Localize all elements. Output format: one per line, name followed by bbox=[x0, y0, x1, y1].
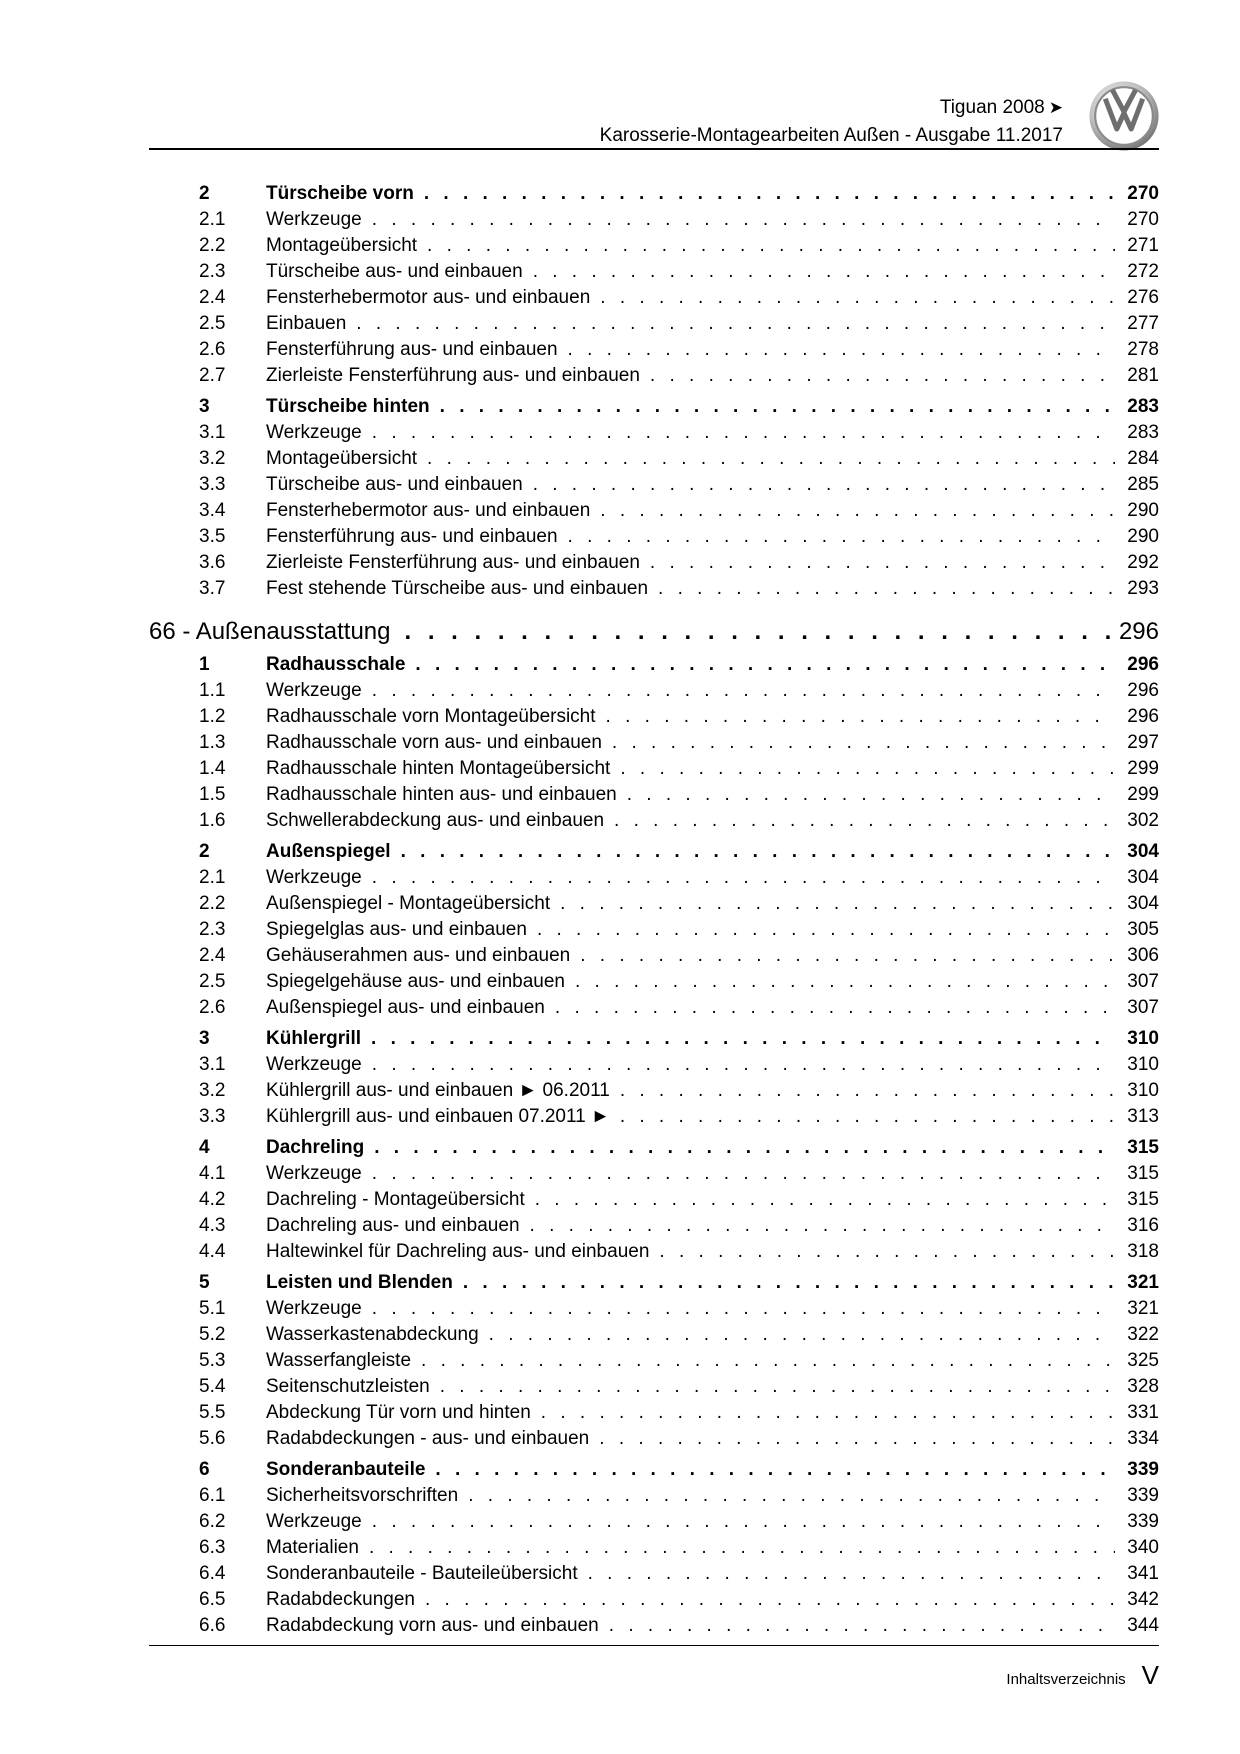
entry-number: 2.1 bbox=[199, 209, 226, 230]
entry-number: 6.2 bbox=[199, 1511, 226, 1532]
entry-title: Sicherheitsvorschriften bbox=[266, 1485, 459, 1506]
entry-number: 5.3 bbox=[199, 1350, 226, 1371]
toc-entry[interactable] bbox=[149, 730, 1159, 756]
toc-entry[interactable] bbox=[149, 1322, 1159, 1348]
toc-section-entry[interactable] bbox=[149, 181, 1159, 207]
entry-number: 3.4 bbox=[199, 500, 226, 521]
toc-section-entry[interactable] bbox=[149, 1026, 1159, 1052]
entry-page: 290 bbox=[1127, 500, 1159, 521]
entry-title: Dachreling - Montageübersicht bbox=[266, 1189, 525, 1210]
entry-number: 5.6 bbox=[199, 1428, 226, 1449]
entry-number: 3.2 bbox=[199, 1080, 226, 1101]
entry-number: 1.2 bbox=[199, 706, 226, 727]
leader-dots bbox=[568, 524, 1115, 550]
leader-dots bbox=[600, 498, 1115, 524]
entry-page: 344 bbox=[1127, 1615, 1159, 1636]
entry-number: 3.7 bbox=[199, 578, 226, 599]
entry-number: 5.2 bbox=[199, 1324, 226, 1345]
entry-title: Werkzeuge bbox=[266, 867, 362, 888]
entry-number: 5.4 bbox=[199, 1376, 226, 1397]
entry-page: 339 bbox=[1127, 1511, 1159, 1532]
leader-dots bbox=[568, 337, 1115, 363]
leader-dots bbox=[372, 1052, 1115, 1078]
entry-number: 2.3 bbox=[199, 919, 226, 940]
header-title-text: Tiguan 2008 bbox=[939, 97, 1045, 118]
table-of-contents bbox=[149, 181, 1159, 1639]
leader-dots bbox=[405, 614, 1113, 650]
page-footer bbox=[1006, 1660, 1159, 1691]
toc-block-2 bbox=[149, 652, 1159, 1639]
leader-dots bbox=[415, 652, 1115, 678]
entry-title: Radhausschale vorn aus- und einbauen bbox=[266, 732, 602, 753]
entry-number: 2 bbox=[199, 841, 210, 862]
toc-entry[interactable] bbox=[149, 420, 1159, 446]
toc-section-entry[interactable] bbox=[149, 394, 1159, 420]
entry-number: 6.4 bbox=[199, 1563, 226, 1584]
entry-title: Spiegelgehäuse aus- und einbauen bbox=[266, 971, 565, 992]
entry-page: 285 bbox=[1127, 474, 1159, 495]
entry-page: 290 bbox=[1127, 526, 1159, 547]
entry-title: Spiegelglas aus- und einbauen bbox=[266, 919, 527, 940]
toc-entry[interactable] bbox=[149, 1374, 1159, 1400]
entry-page: 307 bbox=[1127, 971, 1159, 992]
entry-number: 6.3 bbox=[199, 1537, 226, 1558]
toc-section-entry[interactable] bbox=[149, 839, 1159, 865]
footer-label: Inhaltsverzeichnis bbox=[1006, 1671, 1126, 1688]
entry-title: Haltewinkel für Dachreling aus- und einbauen bbox=[266, 1241, 650, 1262]
entry-title: Dachreling aus- und einbauen bbox=[266, 1215, 520, 1236]
entry-title: Türscheibe vorn bbox=[266, 183, 414, 204]
entry-page: 284 bbox=[1127, 448, 1159, 469]
leader-dots bbox=[372, 678, 1115, 704]
entry-number: 4.4 bbox=[199, 1241, 226, 1262]
entry-page: 339 bbox=[1127, 1485, 1159, 1506]
entry-title: Radabdeckungen - aus- und einbauen bbox=[266, 1428, 590, 1449]
entry-title: Wasserkastenabdeckung bbox=[266, 1324, 479, 1345]
entry-title: Materialien bbox=[266, 1537, 359, 1558]
entry-number: 6.5 bbox=[199, 1589, 226, 1610]
leader-dots bbox=[424, 181, 1115, 207]
entry-page: 306 bbox=[1127, 945, 1159, 966]
leader-dots bbox=[372, 1509, 1115, 1535]
entry-title: Radhausschale bbox=[266, 654, 406, 675]
entry-title: Werkzeuge bbox=[266, 1054, 362, 1075]
entry-page: 310 bbox=[1127, 1028, 1159, 1049]
leader-dots bbox=[541, 1400, 1115, 1426]
entry-number: 2.4 bbox=[199, 287, 226, 308]
leader-dots bbox=[427, 446, 1115, 472]
toc-entry[interactable] bbox=[149, 337, 1159, 363]
entry-title: Fensterhebermotor aus- und einbauen bbox=[266, 287, 591, 308]
entry-page: 342 bbox=[1127, 1589, 1159, 1610]
toc-entry[interactable] bbox=[149, 1509, 1159, 1535]
leader-dots bbox=[369, 1535, 1115, 1561]
toc-entry[interactable] bbox=[149, 524, 1159, 550]
toc-section-entry[interactable] bbox=[149, 1135, 1159, 1161]
entry-page: 321 bbox=[1127, 1298, 1159, 1319]
leader-dots bbox=[600, 285, 1115, 311]
entry-title: Fest stehende Türscheibe aus- und einbauen bbox=[266, 578, 649, 599]
entry-number: 2.2 bbox=[199, 235, 226, 256]
toc-entry[interactable] bbox=[149, 446, 1159, 472]
entry-page: 297 bbox=[1127, 732, 1159, 753]
entry-title: Werkzeuge bbox=[266, 1511, 362, 1532]
toc-entry[interactable] bbox=[149, 498, 1159, 524]
entry-title: Leisten und Blenden bbox=[266, 1272, 453, 1293]
entry-title: Werkzeuge bbox=[266, 422, 362, 443]
entry-title: Türscheibe hinten bbox=[266, 396, 430, 417]
leader-dots bbox=[560, 891, 1115, 917]
entry-number: 5.1 bbox=[199, 1298, 226, 1319]
entry-number: 2.5 bbox=[199, 313, 226, 334]
leader-dots bbox=[371, 1026, 1115, 1052]
entry-title: Abdeckung Tür vorn und hinten bbox=[266, 1402, 531, 1423]
entry-title: Werkzeuge bbox=[266, 1163, 362, 1184]
toc-entry[interactable] bbox=[149, 756, 1159, 782]
entry-number: 1.5 bbox=[199, 784, 226, 805]
entry-page: 339 bbox=[1127, 1459, 1159, 1480]
toc-chapter[interactable] bbox=[149, 614, 1159, 650]
entry-title: Türscheibe aus- und einbauen bbox=[266, 261, 523, 282]
entry-number: 1 bbox=[199, 654, 210, 675]
leader-dots bbox=[435, 1457, 1115, 1483]
leader-dots bbox=[421, 1348, 1115, 1374]
entry-page: 315 bbox=[1127, 1189, 1159, 1210]
toc-entry[interactable] bbox=[149, 1296, 1159, 1322]
toc-entry[interactable] bbox=[149, 363, 1159, 389]
toc-entry[interactable] bbox=[149, 1426, 1159, 1452]
leader-dots bbox=[535, 1187, 1115, 1213]
leader-dots bbox=[440, 1374, 1115, 1400]
leader-dots bbox=[650, 550, 1115, 576]
entry-page: 293 bbox=[1127, 578, 1159, 599]
toc-entry[interactable] bbox=[149, 1348, 1159, 1374]
entry-page: 321 bbox=[1127, 1272, 1159, 1293]
leader-dots bbox=[427, 233, 1115, 259]
leader-dots bbox=[659, 1239, 1115, 1265]
leader-dots bbox=[372, 420, 1115, 446]
entry-number: 2.6 bbox=[199, 339, 226, 360]
leader-dots bbox=[372, 207, 1115, 233]
entry-page: 328 bbox=[1127, 1376, 1159, 1397]
leader-dots bbox=[650, 363, 1115, 389]
toc-entry[interactable] bbox=[149, 865, 1159, 891]
entry-page: 316 bbox=[1127, 1215, 1159, 1236]
leader-dots bbox=[627, 782, 1115, 808]
entry-page: 310 bbox=[1127, 1054, 1159, 1075]
toc-section-entry[interactable] bbox=[149, 1270, 1159, 1296]
entry-number: 2.3 bbox=[199, 261, 226, 282]
toc-entry[interactable] bbox=[149, 576, 1159, 602]
entry-page: 305 bbox=[1127, 919, 1159, 940]
entry-number: 1.1 bbox=[199, 680, 226, 701]
entry-title: Außenspiegel bbox=[266, 841, 391, 862]
entry-page: 318 bbox=[1127, 1241, 1159, 1262]
leader-dots bbox=[606, 704, 1115, 730]
chapter-title: 66 - Außenausstattung bbox=[149, 618, 391, 645]
leader-dots bbox=[425, 1587, 1115, 1613]
entry-number: 4 bbox=[199, 1137, 210, 1158]
toc-entry[interactable] bbox=[149, 472, 1159, 498]
entry-number: 3.1 bbox=[199, 422, 226, 443]
entry-page: 296 bbox=[1127, 680, 1159, 701]
entry-page: 283 bbox=[1127, 396, 1159, 417]
leader-dots bbox=[588, 1561, 1115, 1587]
entry-number: 3.3 bbox=[199, 474, 226, 495]
entry-number: 3.3 bbox=[199, 1106, 226, 1127]
entry-title: Werkzeuge bbox=[266, 680, 362, 701]
toc-block-1 bbox=[149, 181, 1159, 602]
entry-title: Wasserfangleiste bbox=[266, 1350, 412, 1371]
entry-page: 271 bbox=[1127, 235, 1159, 256]
chapter-page: 296 bbox=[1118, 618, 1159, 645]
leader-dots bbox=[489, 1322, 1115, 1348]
leader-dots bbox=[599, 1426, 1115, 1452]
entry-page: 304 bbox=[1127, 867, 1159, 888]
entry-number: 2.5 bbox=[199, 971, 226, 992]
toc-entry[interactable] bbox=[149, 1483, 1159, 1509]
entry-page: 296 bbox=[1127, 654, 1159, 675]
entry-page: 277 bbox=[1127, 313, 1159, 334]
header-divider bbox=[149, 148, 1159, 150]
entry-number: 2.1 bbox=[199, 867, 226, 888]
entry-number: 2.6 bbox=[199, 997, 226, 1018]
entry-title: Seitenschutzleisten bbox=[266, 1376, 430, 1397]
entry-title: Außenspiegel - Montageübersicht bbox=[266, 893, 551, 914]
entry-title: Gehäuserahmen aus- und einbauen bbox=[266, 945, 571, 966]
leader-dots bbox=[372, 1296, 1115, 1322]
header-subtitle: Karosserie-Montagearbeiten Außen - Ausgabe 11.2017 bbox=[599, 125, 1063, 146]
entry-number: 4.3 bbox=[199, 1215, 226, 1236]
page-header bbox=[600, 96, 1063, 148]
entry-page: 322 bbox=[1127, 1324, 1159, 1345]
toc-entry[interactable] bbox=[149, 943, 1159, 969]
entry-page: 304 bbox=[1127, 841, 1159, 862]
entry-page: 307 bbox=[1127, 997, 1159, 1018]
leader-dots bbox=[614, 808, 1115, 834]
entry-title: Einbauen bbox=[266, 313, 347, 334]
entry-page: 283 bbox=[1127, 422, 1159, 443]
toc-entry[interactable] bbox=[149, 1561, 1159, 1587]
entry-number: 1.3 bbox=[199, 732, 226, 753]
leader-dots bbox=[533, 259, 1115, 285]
entry-title: Montageübersicht bbox=[266, 448, 418, 469]
entry-number: 3 bbox=[199, 1028, 210, 1049]
toc-entry[interactable] bbox=[149, 1052, 1159, 1078]
toc-section-entry[interactable] bbox=[149, 1457, 1159, 1483]
leader-dots bbox=[530, 1213, 1115, 1239]
leader-dots bbox=[372, 1161, 1115, 1187]
entry-title: Sonderanbauteile - Bauteileübersicht bbox=[266, 1563, 578, 1584]
arrow-right-icon: ➤ bbox=[1048, 98, 1063, 117]
entry-page: 313 bbox=[1127, 1106, 1159, 1127]
entry-title: Radhausschale hinten aus- und einbauen bbox=[266, 784, 617, 805]
entry-page: 299 bbox=[1127, 784, 1159, 805]
entry-page: 270 bbox=[1127, 183, 1159, 204]
entry-title: Kühlergrill bbox=[266, 1028, 362, 1049]
toc-entry[interactable] bbox=[149, 1239, 1159, 1265]
entry-page: 331 bbox=[1127, 1402, 1159, 1423]
toc-entry[interactable] bbox=[149, 1187, 1159, 1213]
leader-dots bbox=[580, 943, 1115, 969]
toc-entry[interactable] bbox=[149, 550, 1159, 576]
toc-entry[interactable] bbox=[149, 1104, 1159, 1130]
entry-title: Montageübersicht bbox=[266, 235, 418, 256]
entry-page: 341 bbox=[1127, 1563, 1159, 1584]
leader-dots bbox=[374, 1135, 1115, 1161]
entry-page: 299 bbox=[1127, 758, 1159, 779]
entry-page: 302 bbox=[1127, 810, 1159, 831]
entry-number: 5 bbox=[199, 1272, 210, 1293]
toc-entry[interactable] bbox=[149, 259, 1159, 285]
toc-entry[interactable] bbox=[149, 678, 1159, 704]
entry-page: 304 bbox=[1127, 893, 1159, 914]
entry-title: Fensterhebermotor aus- und einbauen bbox=[266, 500, 591, 521]
entry-title: Zierleiste Fensterführung aus- und einbauen bbox=[266, 365, 640, 386]
entry-number: 2.7 bbox=[199, 365, 226, 386]
entry-page: 340 bbox=[1127, 1537, 1159, 1558]
toc-entry[interactable] bbox=[149, 207, 1159, 233]
leader-dots bbox=[463, 1270, 1115, 1296]
toc-entry[interactable] bbox=[149, 808, 1159, 834]
entry-page: 325 bbox=[1127, 1350, 1159, 1371]
toc-entry[interactable] bbox=[149, 233, 1159, 259]
entry-page: 276 bbox=[1127, 287, 1159, 308]
toc-entry[interactable] bbox=[149, 1587, 1159, 1613]
entry-title: Außenspiegel aus- und einbauen bbox=[266, 997, 545, 1018]
entry-number: 3.1 bbox=[199, 1054, 226, 1075]
toc-entry[interactable] bbox=[149, 1078, 1159, 1104]
entry-title: Türscheibe aus- und einbauen bbox=[266, 474, 523, 495]
vw-logo-icon bbox=[1088, 80, 1160, 152]
entry-title: Zierleiste Fensterführung aus- und einbauen bbox=[266, 552, 640, 573]
toc-entry[interactable] bbox=[149, 1535, 1159, 1561]
entry-title: Radhausschale vorn Montageübersicht bbox=[266, 706, 596, 727]
leader-dots bbox=[537, 917, 1115, 943]
entry-title: Fensterführung aus- und einbauen bbox=[266, 339, 558, 360]
leader-dots bbox=[612, 730, 1115, 756]
leader-dots bbox=[620, 1078, 1115, 1104]
toc-entry[interactable] bbox=[149, 311, 1159, 337]
entry-page: 272 bbox=[1127, 261, 1159, 282]
entry-number: 1.4 bbox=[199, 758, 226, 779]
entry-number: 3.6 bbox=[199, 552, 226, 573]
toc-section-entry[interactable] bbox=[149, 652, 1159, 678]
toc-entry[interactable] bbox=[149, 704, 1159, 730]
entry-number: 6.6 bbox=[199, 1615, 226, 1636]
leader-dots bbox=[658, 576, 1115, 602]
entry-title: Kühlergrill aus- und einbauen 07.2011 ► bbox=[266, 1106, 610, 1127]
entry-title: Radabdeckung vorn aus- und einbauen bbox=[266, 1615, 599, 1636]
leader-dots bbox=[372, 865, 1115, 891]
entry-number: 2.2 bbox=[199, 893, 226, 914]
footer-divider bbox=[149, 1645, 1159, 1646]
footer-page-number: V bbox=[1141, 1660, 1159, 1690]
toc-entry[interactable] bbox=[149, 285, 1159, 311]
leader-dots bbox=[620, 1104, 1115, 1130]
entry-number: 3.2 bbox=[199, 448, 226, 469]
entry-page: 310 bbox=[1127, 1080, 1159, 1101]
entry-page: 292 bbox=[1127, 552, 1159, 573]
entry-title: Radhausschale hinten Montageübersicht bbox=[266, 758, 611, 779]
entry-title: Fensterführung aus- und einbauen bbox=[266, 526, 558, 547]
entry-title: Werkzeuge bbox=[266, 1298, 362, 1319]
toc-entry[interactable] bbox=[149, 891, 1159, 917]
entry-title: Dachreling bbox=[266, 1137, 365, 1158]
toc-entry[interactable] bbox=[149, 969, 1159, 995]
toc-entry[interactable] bbox=[149, 1613, 1159, 1639]
entry-title: Radabdeckungen bbox=[266, 1589, 415, 1610]
entry-number: 2 bbox=[199, 183, 210, 204]
entry-title: Werkzeuge bbox=[266, 209, 362, 230]
leader-dots bbox=[401, 839, 1115, 865]
leader-dots bbox=[468, 1483, 1115, 1509]
entry-number: 5.5 bbox=[199, 1402, 226, 1423]
entry-number: 4.2 bbox=[199, 1189, 226, 1210]
leader-dots bbox=[356, 311, 1115, 337]
entry-page: 334 bbox=[1127, 1428, 1159, 1449]
entry-number: 6 bbox=[199, 1459, 210, 1480]
entry-number: 4.1 bbox=[199, 1163, 226, 1184]
leader-dots bbox=[575, 969, 1115, 995]
toc-entry[interactable] bbox=[149, 1400, 1159, 1426]
leader-dots bbox=[609, 1613, 1115, 1639]
entry-number: 2.4 bbox=[199, 945, 226, 966]
entry-page: 278 bbox=[1127, 339, 1159, 360]
entry-page: 315 bbox=[1127, 1163, 1159, 1184]
entry-title: Kühlergrill aus- und einbauen ► 06.2011 bbox=[266, 1080, 610, 1101]
leader-dots bbox=[555, 995, 1115, 1021]
entry-title: Sonderanbauteile bbox=[266, 1459, 426, 1480]
entry-number: 1.6 bbox=[199, 810, 226, 831]
entry-title: Schwellerabdeckung aus- und einbauen bbox=[266, 810, 605, 831]
entry-page: 296 bbox=[1127, 706, 1159, 727]
entry-number: 6.1 bbox=[199, 1485, 226, 1506]
toc-entry[interactable] bbox=[149, 1213, 1159, 1239]
leader-dots bbox=[533, 472, 1115, 498]
leader-dots bbox=[440, 394, 1115, 420]
leader-dots bbox=[620, 756, 1115, 782]
toc-entry[interactable] bbox=[149, 1161, 1159, 1187]
entry-page: 315 bbox=[1127, 1137, 1159, 1158]
entry-page: 270 bbox=[1127, 209, 1159, 230]
toc-entry[interactable] bbox=[149, 917, 1159, 943]
toc-entry[interactable] bbox=[149, 782, 1159, 808]
entry-number: 3.5 bbox=[199, 526, 226, 547]
entry-number: 3 bbox=[199, 396, 210, 417]
entry-page: 281 bbox=[1127, 365, 1159, 386]
header-title bbox=[600, 96, 1063, 120]
toc-entry[interactable] bbox=[149, 995, 1159, 1021]
